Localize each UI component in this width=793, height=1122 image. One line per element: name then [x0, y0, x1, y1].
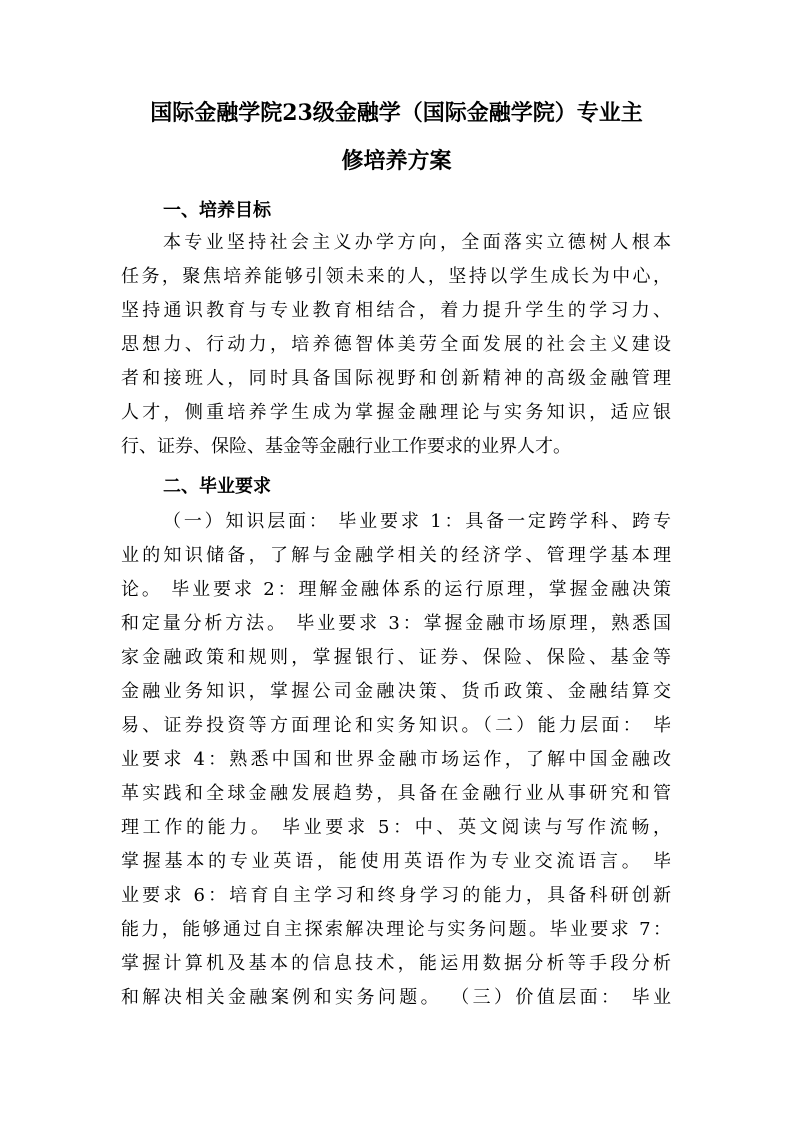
paragraph-line: 者和接班人，同时具备国际视野和创新精神的高级金融管理 — [121, 368, 671, 389]
paragraph-line: 任务，聚焦培养能够引领未来的人，坚持以学生成长为中心， — [121, 266, 671, 287]
paragraph-line: 业的知识储备，了解与金融学相关的经济学、管理学基本理 — [121, 545, 671, 566]
paragraph-line: （一）知识层面： 毕业要求 1：具备一定跨学科、跨专 — [163, 511, 671, 532]
paragraph-line: 掌握计算机及基本的信息技术，能运用数据分析等手段分析 — [121, 953, 671, 974]
paragraph-line: 坚持通识教育与专业教育相结合，着力提升学生的学习力、 — [121, 300, 671, 321]
paragraph-line: 论。 毕业要求 2：理解金融体系的运行原理，掌握金融决策 — [121, 579, 671, 600]
document-title-line-2: 修培养方案 — [341, 148, 452, 174]
paragraph-line: 革实践和全球金融发展趋势，具备在金融行业从事研究和管 — [121, 783, 671, 804]
paragraph-line: 思想力、行动力，培养德智体美劳全面发展的社会主义建设 — [121, 334, 671, 355]
section-heading-training-objectives: 一、培养目标 — [163, 200, 271, 221]
paragraph-line: 业要求 4：熟悉中国和世界金融市场运作，了解中国金融改 — [121, 749, 671, 770]
paragraph-line: 能力，能够通过自主探索解决理论与实务问题。毕业要求 7： — [121, 919, 671, 940]
paragraph-line: 和解决相关金融案例和实务问题。 （三）价值层面： 毕业 — [121, 987, 671, 1008]
paragraph-line: 本专业坚持社会主义办学方向，全面落实立德树人根本 — [163, 232, 671, 253]
paragraph-line: 家金融政策和规则，掌握银行、证券、保险、保险、基金等 — [121, 647, 671, 668]
paragraph-line: 人才，侧重培养学生成为掌握金融理论与实务知识，适应银 — [121, 402, 671, 423]
document-title-line-1: 国际金融学院23级金融学（国际金融学院）专业主 — [150, 100, 643, 126]
paragraph-line: 易、证券投资等方面理论和实务知识。（二）能力层面： 毕 — [121, 715, 671, 736]
paragraph-line: 和定量分析方法。 毕业要求 3：掌握金融市场原理，熟悉国 — [121, 613, 671, 634]
paragraph-line: 业要求 6：培育自主学习和终身学习的能力，具备科研创新 — [121, 885, 671, 906]
section-body-graduation-requirements — [121, 505, 671, 1015]
paragraph-line: 理工作的能力。 毕业要求 5：中、英文阅读与写作流畅， — [121, 817, 671, 838]
paragraph-line: 掌握基本的专业英语，能使用英语作为专业交流语言。 毕 — [121, 851, 671, 872]
section-body-training-objectives — [121, 226, 671, 464]
paragraph-line: 行、证券、保险、基金等金融行业工作要求的业界人才。 — [121, 436, 571, 457]
section-heading-graduation-requirements: 二、毕业要求 — [163, 476, 271, 497]
paragraph-line: 金融业务知识，掌握公司金融决策、货币政策、金融结算交 — [121, 681, 671, 702]
